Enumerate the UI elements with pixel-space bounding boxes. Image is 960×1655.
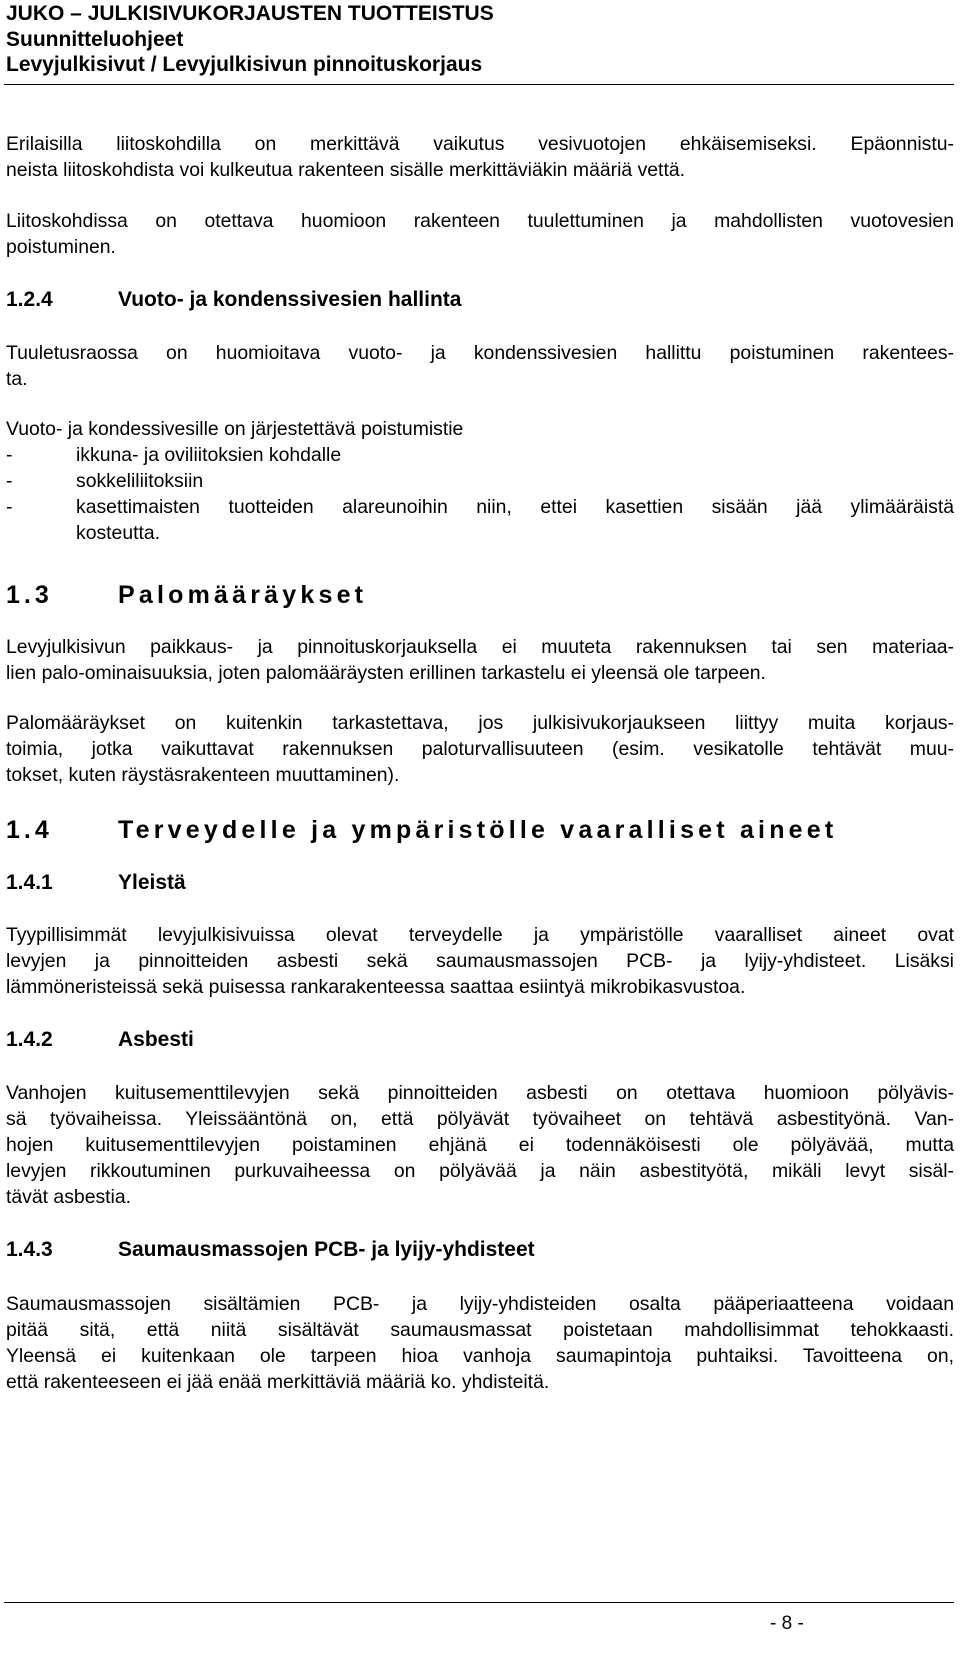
drainage-list <box>6 442 954 546</box>
section-title: Yleistä <box>118 871 186 894</box>
text-line: poistuminen. <box>6 236 116 258</box>
text-line: kasettimaisten tuotteiden alareunoihin niin, ettei kasettien sisään jää ylimääräistä <box>76 496 954 518</box>
section-heading-1-4-1 <box>6 870 186 896</box>
header-title: JUKO – JULKISIVUKORJAUSTEN TUOTTEISTUS <box>6 2 494 25</box>
text-line: Palomääräykset on kuitenkin tarkastettava, jos julkisivukorjaukseen liittyy muita korjaus- <box>6 712 954 734</box>
paragraph-hazards <box>6 922 954 1000</box>
section-number: 1.4.1 <box>6 871 53 894</box>
text-line: hojen kuitusementtilevyjen poistaminen ehjänä ei todennäköisesti ole pölyävää, mutta <box>6 1134 954 1156</box>
header-rule <box>4 84 954 85</box>
header-section: Levyjulkisivut / Levyjulkisivun pinnoituskorjaus <box>6 53 483 76</box>
text-line: Vuoto- ja kondessivesille on järjestettävä poistumistie <box>6 418 464 440</box>
text-line: levyjen rikkoutuminen purkuvaiheessa on pölyävää ja näin asbestityötä, mikäli levyt sisäl- <box>6 1160 954 1182</box>
section-number: 1.4.3 <box>6 1238 53 1261</box>
list-item <box>6 494 954 546</box>
page-number: - 8 - <box>770 1613 804 1634</box>
text-line: Yleensä ei kuitenkaan ole tarpeen hioa vanhoja saumapintoja puhtaiksi. Tavoitteena on, <box>6 1345 954 1367</box>
section-number: 1.4.2 <box>6 1028 53 1051</box>
paragraph-fire-1 <box>6 634 954 686</box>
text-line: kosteutta. <box>76 522 161 544</box>
section-title: Saumausmassojen PCB- ja lyijy-yhdisteet <box>118 1238 535 1261</box>
list-dash: - <box>6 496 13 518</box>
text-line: tokset, kuten räystäsrakenteen muuttaminen). <box>6 764 400 786</box>
text-line: lien palo-ominaisuuksia, joten palomääräysten erillinen tarkastelu ei yleensä ole tarpeen. <box>6 662 766 684</box>
paragraph-asbestos <box>6 1080 954 1210</box>
text-line: pitää sitä, että niitä sisältävät saumausmassat poistetaan mahdollisimmat tehokkaasti. <box>6 1319 954 1341</box>
list-dash: - <box>6 444 13 466</box>
section-title: Vuoto- ja kondenssivesien hallinta <box>118 288 462 311</box>
text-line: lämmöneristeissä sekä puisessa rankarakenteessa saattaa esiintyä mikrobikasvustoa. <box>6 976 746 998</box>
text-line: Vanhojen kuitusementtilevyjen sekä pinnoitteiden asbesti on otettava huomioon pölyävis- <box>6 1082 954 1104</box>
section-heading-1-4-2 <box>6 1027 194 1053</box>
footer-rule <box>4 1602 954 1603</box>
section-title: Asbesti <box>118 1028 194 1051</box>
text-line: että rakenteeseen ei jää enää merkittäviä määriä ko. yhdisteitä. <box>6 1371 550 1393</box>
paragraph-fire-2 <box>6 710 954 788</box>
text-line: levyjen ja pinnoitteiden asbesti sekä saumausmassojen PCB- ja lyijy-yhdisteet. Lisäksi <box>6 950 954 972</box>
section-number: 1.4 <box>6 816 53 844</box>
text-line: Liitoskohdissa on otettava huomioon rakenteen tuulettuminen ja mahdollisten vuotovesien <box>6 210 954 232</box>
text-line: Tuuletusraossa on huomioitava vuoto- ja kondenssivesien hallittu poistuminen rakentees- <box>6 342 954 364</box>
paragraph-leak-water <box>6 340 954 392</box>
section-number: 1.3 <box>6 581 53 609</box>
list-item <box>6 468 954 494</box>
text-line: ikkuna- ja oviliitoksien kohdalle <box>76 444 342 466</box>
paragraph-pcb <box>6 1291 954 1395</box>
section-heading-1-4 <box>6 815 837 845</box>
paragraph-joints <box>6 131 954 183</box>
section-heading-1-3 <box>6 580 367 610</box>
section-title: Terveydelle ja ympäristölle vaaralliset aineet <box>118 816 838 844</box>
section-heading-1-2-4 <box>6 287 461 313</box>
text-line: ta. <box>6 368 28 390</box>
paragraph-drainage-intro <box>6 416 954 442</box>
header-subtitle: Suunnitteluohjeet <box>6 28 184 51</box>
text-line: tävät asbestia. <box>6 1186 132 1208</box>
section-number: 1.2.4 <box>6 288 53 311</box>
text-line: sä työvaiheissa. Yleissääntönä on, että pölyävät työvaiheet on tehtävä asbestityönä. Van- <box>6 1108 954 1130</box>
text-line: sokkeliliitoksiin <box>76 470 204 492</box>
text-line: neista liitoskohdista voi kulkeutua rakenteen sisälle merkittäviäkin määriä vettä. <box>6 159 686 181</box>
list-item <box>6 442 954 468</box>
list-dash: - <box>6 470 13 492</box>
text-line: Saumausmassojen sisältämien PCB- ja lyijy-yhdisteiden osalta pääperiaatteena voidaan <box>6 1293 954 1315</box>
text-line: Levyjulkisivun paikkaus- ja pinnoituskorjauksella ei muuteta rakennuksen tai sen materiaa- <box>6 636 954 658</box>
text-line: Erilaisilla liitoskohdilla on merkittävä vaikutus vesivuotojen ehkäisemiseksi. Epäonnistu- <box>6 133 954 155</box>
paragraph-ventilation <box>6 208 954 260</box>
section-title: Palomääräykset <box>118 581 368 609</box>
text-line: toimia, jotka vaikuttavat rakennuksen paloturvallisuuteen (esim. vesikatolle tehtävät muu- <box>6 738 954 760</box>
text-line: Tyypillisimmät levyjulkisivuissa olevat terveydelle ja ympäristölle vaaralliset aineet ovat <box>6 924 954 946</box>
section-heading-1-4-3 <box>6 1237 535 1263</box>
